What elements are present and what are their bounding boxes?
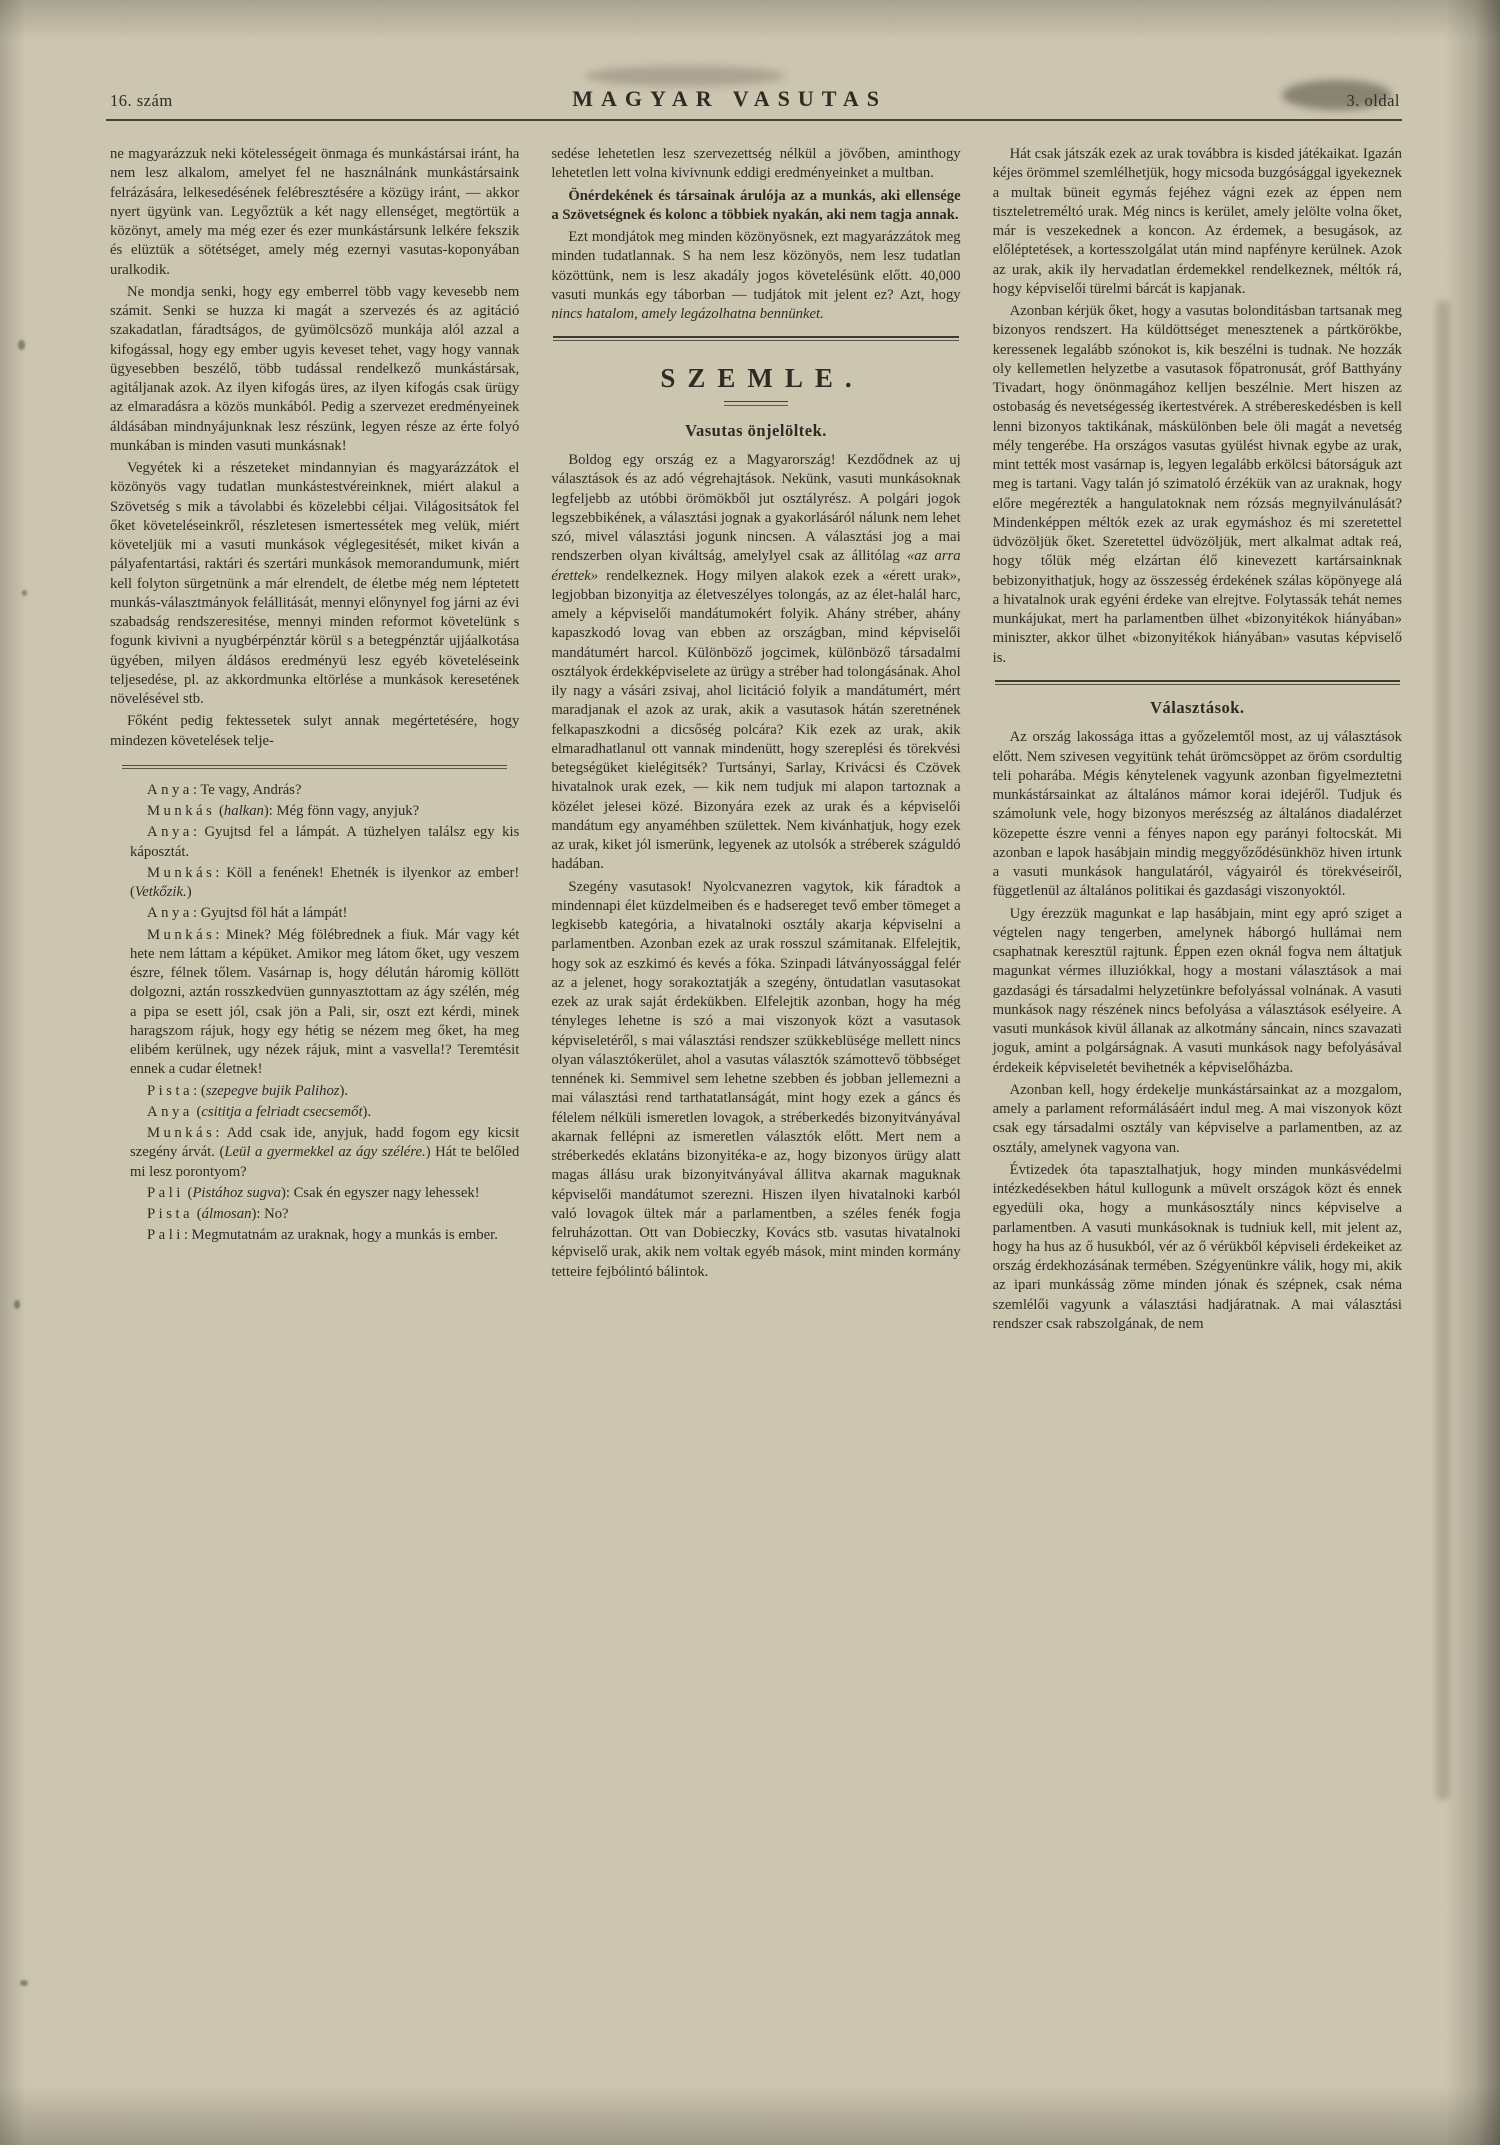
- paper-fold-shadow: [1436, 300, 1450, 1800]
- text-run: ).: [339, 1082, 349, 1099]
- text-run: ): [186, 884, 192, 900]
- stage-direction: Pistához sugva: [192, 1184, 281, 1201]
- dialogue-line: [130, 1184, 519, 1203]
- dialogue-speaker: Pali: [147, 1227, 184, 1244]
- text-run: (: [192, 1103, 202, 1120]
- dialogue-line: [130, 904, 519, 923]
- stage-direction: csititja a felriadt csecsemőt: [201, 1103, 363, 1120]
- text-run: : Te vagy, András?: [192, 781, 302, 798]
- dialogue-speaker: Pali: [147, 1184, 184, 1201]
- dialogue-speaker: Munkás: [147, 1125, 216, 1141]
- stage-direction: Leül a gyermekkel az ágy szélére.: [224, 1144, 426, 1161]
- text-run: ) Hát te belőled mi lesz porontyom?: [130, 1144, 520, 1180]
- issue-number: 16. szám: [110, 91, 173, 110]
- text-run: : (: [193, 1082, 206, 1099]
- paper-speck: [14, 1300, 20, 1309]
- dialogue-speaker: Anya: [147, 905, 193, 922]
- dialogue-speaker: Pista: [147, 1082, 194, 1099]
- paragraph: Az ország lakossága ittas a győzelemtől most, az uj választások előtt. Nem szivesen vegyitünk tehát ürömcsöppet az öröm csordultig teli poharába. Mégis kénytelenek vagyunk azonban figyelmeztetni munkástársainkat az általános mámor korai idejéről. Tudjuk és számolunk vele, hogy bizonyos merészség az általános diadalérzet közepette észre venni a fényes napon egy parányi foltocskát. Mi azonban e lapok hasábjain mindig meggyőződésünkhöz hiven irtunk a vasuti munkások hangulatáról, vágyairól és törekvéseiről, függetlenül az általános politikai és gazdasági viszonyoktól.: [992, 729, 1402, 900]
- dialogue-line: [130, 781, 519, 800]
- paper-speck: [18, 340, 25, 350]
- dialogue-speaker: Munkás: [147, 864, 216, 881]
- text-run: Ezt mondjátok meg minden közönyösnek, ezt magyarázzátok meg minden tudatlannak. S ha nem lesz közönyös, nem lesz tudatlan közöttünk, nem is lesz akadály jogos követelésünk előtt. 40,000 vasuti munkás egy táborban — tudjátok mit jelent ez? Azt, hogy: [551, 229, 961, 303]
- section-divider-rule: [995, 680, 1400, 685]
- paragraph: Hát csak játszák ezek az urak továbbra is kisded játékaikat. Igazán kéjes örömmel szemlélhetjük, hogy micsoda buzgósággal igyekeznek a multak büneit egymás fejéhez vágni ezek az éppen nem tiszteletreméltó urak. Még nincs is kerület, amely jelölte volna őket, már is veszekednek a koncon. Az érdemek, a besugások, az előléptetések, a kortesszolgálat után mind napfényre kerülnek. Azok az urak, akik ily hervadatlan érdemekkel rendelkeznek, méltók rá, hogy képviselői türelmi bárcát is kapjanak.: [992, 146, 1402, 297]
- section-heading: SZEMLE.: [660, 363, 864, 394]
- paragraph: Ne mondja senki, hogy egy emberrel több vagy kevesebb nem számit. Senki se huzza ki magát a szervezés és az agitáció szakadatlan, fáradtságos, de gyümölcsöző munkája alól azzal a kifogással, hogy egy ember ugyis keveset tehet, vagy hogy vannak ügyesebben beszélő, több tudással rendelkező munkástársak, agitáljanak azok. Az ilyen kifogás üres, az ilyen kifogás csak ürügy az elmaradásra a közös munkából. Pedig a szervezet eredményeinek áldásában mindnyájunknak lesz részünk, legyen része az érte folyó munkában is minden vasuti munkásnak!: [110, 283, 520, 454]
- article-columns: [110, 145, 1402, 1337]
- paragraph: [551, 228, 960, 324]
- dialogue-line: [130, 1082, 519, 1101]
- dialogue-speaker: Anya: [147, 1103, 193, 1120]
- page-edge-right: [1445, 0, 1500, 2145]
- text-run: ).: [362, 1103, 372, 1120]
- text-run: : Köll a fenének! Ehetnék is ilyenkor az ember! (: [130, 864, 520, 900]
- page-edge-left: [0, 0, 26, 2145]
- paragraph: Főként pedig fektessetek sulyt annak megértetésére, hogy mindezen követelések telje-: [110, 713, 520, 749]
- section-divider-rule: [553, 336, 958, 341]
- stage-direction: szepegve bujik Palihoz: [205, 1082, 340, 1099]
- text-run: (: [215, 803, 224, 819]
- text-run: : Gyujtsd fel a lámpát. A tüzhelyen találsz egy kis káposztát.: [130, 824, 520, 860]
- text-run: (: [193, 1206, 202, 1222]
- stage-direction: álmosan: [201, 1206, 252, 1222]
- column-left: [110, 145, 519, 1337]
- text-run: ): No?: [251, 1206, 289, 1222]
- dialogue-line: [130, 823, 519, 862]
- column-middle: [551, 145, 960, 1337]
- heading-dash-rule: [724, 401, 788, 406]
- paragraph: Azonban kell, hogy érdekelje munkástársainkat az a mozgalom, amely a parlament reformálásáért indul meg. A mai viszonyok közt csak egy társadalmi osztály van képviselve a parlamentben, az az osztály, amelynek vagyona van.: [992, 1081, 1402, 1156]
- dialogue-speaker: Munkás: [147, 926, 216, 943]
- paragraph: ne magyarázzuk neki kötelességeit önmaga és munkástársai iránt, ha nem lesz alkalom, amelyet fel ne használnánk munkástársaink felrázására, lelkesedésének felébresztésére a közügy iránt, — akkor nyert ügyünk van. Legyőztük a két nagy ellenséget, megtörtük a közönyt, amely ma még ezer és ezer munkástársunk lelkére fekszik és elüztük a sötétséget, amely még ezernyi vasutas-koponyában uralkodik.: [110, 146, 520, 278]
- dialogue-line: [130, 1226, 519, 1245]
- article-heading: Választások.: [1150, 697, 1245, 717]
- paragraph: Vegyétek ki a részeteket mindannyian és magyarázzátok el közönyös vagy tudatlan munkástestvéreinknek, miért alakul a Szövetség s mik a távolabbi és közelebbi céljai. Világositsátok fel őket követeléseinkről, részletesen ismertessétek meg velük, miért követeljük mi a vasuti munkások véglegesitését, miket kiván a pályafentartási, raktári és szertári munkások memorandumunk, miért kell folyton sürgetnünk a már elrendelt, de életbe még nem léptetett munkás-választmányok felállitását, mennyi előnynyel fog járni az évi szabadság rendszeresitése, mennyi minden reformot követelünk s fogunk kivivni a nyugbérpénztár körül s a betegpénztár ujjáalkotása ügyében, milyen áldásos eredményü lesz egyéb követeléseink teljesedése, pl. az akkordmunka eltörlése a munkások keresetének növelésével stb.: [110, 460, 520, 707]
- paper-speck: [20, 1980, 28, 1986]
- article-heading: Vasutas önjelöltek.: [685, 420, 827, 440]
- text-run: : Minek? Még fölébrednek a fiuk. Már vagy két hete nem láttam a képüket. Amikor meg látom őket, ugy veszem észre, félnek tőlem. Vasárnap is, hogy délután háromig köllött dolgozni, aztán rosszkedvüen gunnyasztottam az ágy szélén, még a pipa se esett jól, csak jön a Pali, sir, oszt ezt kérdi, minek haragszom rájuk, hogy egy hétig se nézem meg őket, ha meg elibém kerülnek, ugy nézek rájuk, mint a vasvella!? Teremtésit ennek a cudar életnek!: [130, 926, 520, 1078]
- paragraph: Szegény vasutasok! Nyolcvanezren vagytok, kik fáradtok a mindennapi élet küzdelmeiben és e hadsereget tevő ember tömeget a legkisebb kategória, a hivatalnoki osztály akarja képviselni a parlamentben. Azonban ezek az urak rosszul számitanak. Elfelejtik, hogy sok az eszkimó és kevés a fóka. Szinpadi látványossággal felér az a jelenet, hogy sorakoztatják a szegény, öntudatlan vasutasokat ezek az urak saját érdekükben. Elfelejtik azonban, hogy ha még tényleges lehetne is szó a mai viszonyok közt a vasutasok képviseletéről, s mai választási rendszer szükkeblüsége mellett nincs olyan választókerület, ahol a vasutas választók számottevő többséget tennének ki. Semmivel sem lehetne szebben és jobban jellemezni a mai választási rend tarthatatlanságát, mint hogy ezek a gáncs és félelem nélküli ismeretlen lovagok, a stréberkedés bizonyitványával akarnak fellépni az ismeretlen választók előtt. Mert nem a stréberkedés eklatáns bizonyitéka-e az, hogy bizonyos ürügy alatt magas állásu urak bizonyitványával állitva akarnak maguknak képviselői mandátumot szerezni. Hiszen ilyen hivatalnoki karból való lovagok ültek már a parlamentben, a széles fenék fogja felruházottan. Ott van Dobieczky, Kovács stb. vasutas hivatalnoki képviselő urak, akik nem voltak egyéb mások, mint minden kormány tetteire fejbólintó bálintok.: [551, 878, 961, 1280]
- text-run: ): Még fönn vagy, anyjuk?: [263, 803, 420, 819]
- paragraph: [551, 451, 960, 875]
- stage-direction: halkan: [223, 803, 264, 819]
- masthead-rule: [106, 119, 1402, 121]
- dialogue-speaker: Anya: [147, 824, 193, 841]
- dialogue-speaker: Anya: [147, 781, 193, 798]
- text-run: ): Csak én egyszer nagy lehessek!: [280, 1184, 480, 1201]
- paragraph: Azonban kérjük őket, hogy a vasutas bolonditásban tartsanak meg bizonyos rendszert. Ha küldöttséget menesztenek a pártkörökbe, keressenek legalább szónokot is, kik beszélni is tudnak. Ne hozzák oly kellemetlen helyzetbe a vasutasok főpatronusát, gróf Batthyány Tivadart, hogy önönmagához kelljen beszélnie. Mert hiszen az ostobaság és nevetségesség ikertestvérek. A strébereskedésben is kell lenni bizonyos taktikának, máskülönben bele öli magát a nevetség mély tengerébe. Ha országos vasutas gyülést hivnak egybe az urak, mint tették most vasárnap is, legyen legalább erkölcsi bátorságuk azt meg is tartani. Vagy talán jó szimatoló érzékük van az uraknak, hogy előre megérezték a hangulatoknak nem rózsás megnyilvánulását? Mindenképpen méltók ezek az urak egymáshoz és mi szeretettel üdvözöljük őket. Szeretettel üdvözöljük, mert alkalmat adtak reá, hogy tőlük még elzártan élő kinevezett kartársainknak bebizonyithatjuk, hogy az összesség érdekének szálas köpönyege alá a hivatalnok urak egyéni érdeke van elrejtve. Folytassák tehát nemes munkájukat, mert ha parlamentben ülhet «bizonyitékok hiányában» miniszter, akkor ülhet «bizonyitékok hiányában» vasutas képviselő is.: [992, 303, 1402, 666]
- masthead: [110, 0, 1400, 112]
- dialogue-speaker: Munkás: [147, 803, 216, 819]
- dialogue-line: [130, 926, 519, 1080]
- dialogue-line: [130, 864, 519, 903]
- stage-direction: nincs hatalom, amely legázolhatna bennünket.: [551, 306, 824, 322]
- paragraph: sedése lehetetlen lesz szervezettség nélkül a jövőben, aminthogy lehetetlen lett volna kivivnunk eddigi eredményeinket a multban.: [551, 146, 961, 182]
- emphasized-paragraph: Önérdekének és társainak árulója az a munkás, aki ellensége a Szövetségnek és kolonc a többiek nyakán, aki nem tagja annak.: [551, 187, 961, 223]
- text-run: : Megmutatnám az uraknak, hogy a munkás is ember.: [183, 1227, 498, 1244]
- text-run: (: [183, 1184, 193, 1201]
- paragraph: Évtizedek óta tapasztalhatjuk, hogy minden munkásvédelmi intézkedésekben hátul kullogunk a müvelt országok közt és ennek egyedüli oka, hogy a munkásosztály nincs képviselve a parlamentben. A vasuti munkásoknak is tudniuk kell, mit jelent az, hogy ha hus az ő husukból, vér az ő vérükből képviseli érdekeiket az ország érdekhozásának termében. Szégyenünkre válik, hogy mi, akik az ipari munkásság zöme minden jónak és szépnek, csak néma szemlélői vagyunk a választási hadjáratnak. A mai választási rendszer csak rabszolgának, de nem: [992, 1161, 1402, 1332]
- text-run: Boldog egy ország ez a Magyarország! Kezdődnek az uj választások és az adó végrehajtások. Nekünk, vasuti munkásoknak legfeljebb az utóbbi örömökből jut osztályrész. A polgári jogok legszebbikének, a választási jognak a gyakorlásáról nálunk nem lehet szó, mivel választási jogunk nincsen. A választási jog a mai rendszerben olyan kiváltság, amelylyel csak az állitólag: [551, 452, 961, 565]
- text-run: : Add csak ide, anyjuk, hadd fogom egy kicsit szegény árvát. (: [130, 1125, 520, 1161]
- page-number: 3. oldal: [1346, 91, 1400, 110]
- dialogue-line: [130, 1103, 519, 1122]
- dialogue-line: [130, 1124, 519, 1182]
- stage-direction: Vetkőzik.: [134, 884, 187, 900]
- paper-speck: [22, 590, 27, 596]
- text-run: rendelkeznek. Hogy milyen alakok ezek a «érett urak», legjobban bizonyitja az életveszélyes tolongás, az az élet-halál harc, amely a képviselői mandátumokért folyik. Ahány stréber, ahány kapaszkodó lovag van ebben az országban, mind képviselői mandátumért harcol. Különböző jogcimek, különböző társadalmi osztályok érdekképviselete az ürügy a stréber had tolongásának. Ahol ily nagy a vásári zsivaj, ahol licitáció folyik a mandátumért, mért maradjanak el azok az urak, akik a vasutasok hátán szeretnének felkapaszkodni a dicsőség polcára? Kik ezek az urak, akik elmaradhatlanul ott vannak mindenütt, hogy szereplési és törekvési betegségüket kielégitsék? Turtsányi, Sarlay, Krivácsi és Czövek hivatalnok urak ezek, — kik nem tudjuk mi alapon tartoznak a közélet jelesei közé. Bizonyára ezek az urak és a képviselői mandátum egy anyaméhben születtek. Nem kivánhatjuk, hogy ezek az urak, kiket jól ismerünk, legyenek az utolsók a stréberek száguldó hadában.: [551, 567, 961, 873]
- text-run: : Gyujtsd föl hát a lámpát!: [192, 905, 348, 922]
- stage-direction: «az arra érettek»: [551, 548, 961, 584]
- newspaper-title: MAGYAR VASUTAS: [572, 86, 887, 111]
- paragraph: Ugy érezzük magunkat e lap hasábjain, mint egy apró sziget a végtelen nagy tengerben, amelynek háborgó hullámai nem csaphatnak keresztül rajtunk. Éppen ezen oknál fogva nem áltatjuk magunkat vérmes illuziókkal, hogy a mostani választások a mai gazdasági és társadalmi helyzetünkre befolyással volnának. A vasuti munkások nagy részének nincs befolyása a választások esélyeire. A vasuti munkások kivül állanak az alkotmány sáncain, nincs szavazati joguk, amint a polgárságnak. A vasuti munkások nagy befolyásával érdekeik képviseletét bevihetnék a képviselőházba.: [992, 905, 1402, 1076]
- page-edge-bottom: [0, 2085, 1500, 2145]
- dialogue-line: [130, 1205, 519, 1224]
- dialogue-speaker: Pista: [147, 1206, 194, 1222]
- article-divider-rule: [122, 765, 507, 769]
- column-right: [993, 145, 1402, 1337]
- dialogue-line: [130, 802, 519, 821]
